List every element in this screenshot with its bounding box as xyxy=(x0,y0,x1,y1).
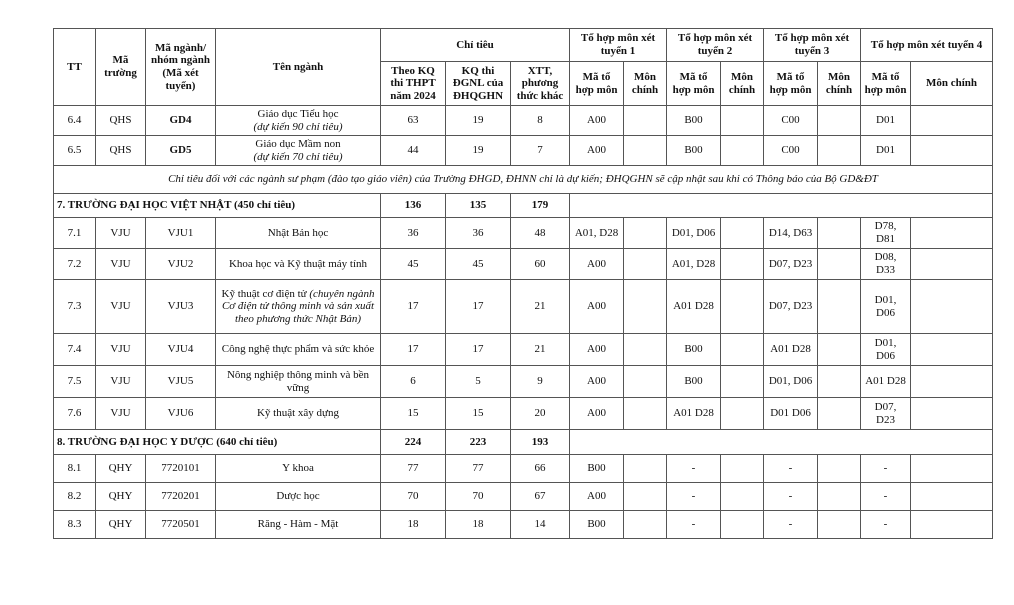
cell-dgnl: 5 xyxy=(446,366,511,398)
cell-th2: B00 xyxy=(667,366,721,398)
header-to-hop-3: Tổ hợp môn xét tuyển 3 xyxy=(764,29,861,62)
header-ma-to-hop-1: Mã tổ hợp môn xyxy=(570,62,624,106)
cell-thpt: 15 xyxy=(381,398,446,430)
cell-truong: QHY xyxy=(96,455,146,483)
cell-ma: VJU5 xyxy=(146,366,216,398)
cell-tt: 8.3 xyxy=(54,511,96,539)
cell-tt: 6.4 xyxy=(54,106,96,136)
header-ten-nganh: Tên ngành xyxy=(216,29,381,106)
cell-xtt: 14 xyxy=(511,511,570,539)
header-dgnl: KQ thi ĐGNL của ĐHQGHN xyxy=(446,62,511,106)
cell-xtt: 21 xyxy=(511,280,570,334)
cell-mc1 xyxy=(624,483,667,511)
ten-note: (dự kiến 90 chỉ tiêu) xyxy=(253,120,343,133)
cell-mc3 xyxy=(818,398,861,430)
cell-dgnl: 19 xyxy=(446,106,511,136)
cell-th3: D14, D63 xyxy=(764,218,818,249)
ten-text: Dược học xyxy=(276,490,320,503)
section-title: 8. TRƯỜNG ĐẠI HỌC Y DƯỢC (640 chỉ tiêu) xyxy=(54,430,381,455)
cell-th4: A01 D28 xyxy=(861,366,911,398)
cell-th2: D01, D06 xyxy=(667,218,721,249)
cell-dgnl: 18 xyxy=(446,511,511,539)
cell-mc3 xyxy=(818,455,861,483)
table-row xyxy=(54,249,993,280)
cell-ma: VJU1 xyxy=(146,218,216,249)
cell-th3: C00 xyxy=(764,136,818,166)
ten-text: Kỹ thuật cơ điện tử xyxy=(221,287,307,300)
header-mon-chinh-4: Môn chính xyxy=(911,62,993,106)
cell-th2: A01, D28 xyxy=(667,249,721,280)
section-thpt: 224 xyxy=(381,430,446,455)
cell-th3: C00 xyxy=(764,106,818,136)
section-title: 7. TRƯỜNG ĐẠI HỌC VIỆT NHẬT (450 chỉ tiêu) xyxy=(54,194,381,218)
ten-text: Khoa học và Kỹ thuật máy tính xyxy=(228,257,368,270)
header-ma-nganh: Mã ngành/ nhóm ngành (Mã xét tuyển) xyxy=(146,29,216,106)
header-thpt: Theo KQ thi THPT năm 2024 xyxy=(381,62,446,106)
cell-xtt: 66 xyxy=(511,455,570,483)
cell-mc1 xyxy=(624,136,667,166)
cell-ten xyxy=(216,249,381,280)
cell-ma: GD5 xyxy=(146,136,216,166)
cell-th2: B00 xyxy=(667,136,721,166)
cell-thpt: 18 xyxy=(381,511,446,539)
header-tt: TT xyxy=(54,29,96,106)
cell-mc4 xyxy=(911,136,993,166)
table-row xyxy=(54,511,993,539)
cell-xtt: 7 xyxy=(511,136,570,166)
cell-ma: 7720201 xyxy=(146,483,216,511)
cell-tt: 7.6 xyxy=(54,398,96,430)
table-row xyxy=(54,218,993,249)
cell-tt: 8.1 xyxy=(54,455,96,483)
cell-mc3 xyxy=(818,334,861,366)
cell-th3: - xyxy=(764,455,818,483)
cell-mc3 xyxy=(818,511,861,539)
table-row xyxy=(54,398,993,430)
note-row xyxy=(54,166,993,194)
cell-truong: VJU xyxy=(96,398,146,430)
cell-mc4 xyxy=(911,280,993,334)
cell-ma: VJU6 xyxy=(146,398,216,430)
cell-truong: VJU xyxy=(96,249,146,280)
cell-mc4 xyxy=(911,218,993,249)
cell-th4: D07, D23 xyxy=(861,398,911,430)
cell-th3: D01, D06 xyxy=(764,366,818,398)
ten-text: Giáo dục Tiểu học xyxy=(257,107,339,120)
cell-mc1 xyxy=(624,249,667,280)
cell-mc1 xyxy=(624,334,667,366)
table-row xyxy=(54,334,993,366)
cell-mc3 xyxy=(818,249,861,280)
cell-truong: VJU xyxy=(96,280,146,334)
table-row xyxy=(54,455,993,483)
cell-mc4 xyxy=(911,511,993,539)
cell-dgnl: 36 xyxy=(446,218,511,249)
ten-note: (chuyên ngành Cơ điện tử thông minh và sản xuất theo phương thức Nhật Bản) xyxy=(221,287,375,325)
ten-text: Răng - Hàm - Mặt xyxy=(257,518,339,531)
cell-ma: VJU3 xyxy=(146,280,216,334)
cell-truong: QHY xyxy=(96,483,146,511)
cell-thpt: 45 xyxy=(381,249,446,280)
cell-ma: 7720101 xyxy=(146,455,216,483)
cell-mc3 xyxy=(818,106,861,136)
section-xtt: 179 xyxy=(511,194,570,218)
cell-thpt: 36 xyxy=(381,218,446,249)
cell-mc3 xyxy=(818,136,861,166)
cell-th1: A00 xyxy=(570,334,624,366)
header-ma-to-hop-4: Mã tổ hợp môn xyxy=(861,62,911,106)
ten-text: Nhật Bản học xyxy=(267,226,329,239)
cell-th2: B00 xyxy=(667,334,721,366)
cell-th1: B00 xyxy=(570,455,624,483)
cell-mc2 xyxy=(721,218,764,249)
table-row xyxy=(54,280,993,334)
header-to-hop-1: Tổ hợp môn xét tuyển 1 xyxy=(570,29,667,62)
cell-thpt: 6 xyxy=(381,366,446,398)
cell-xtt: 8 xyxy=(511,106,570,136)
cell-th4: D01, D06 xyxy=(861,334,911,366)
cell-ten xyxy=(216,511,381,539)
ten-text: Kỹ thuật xây dựng xyxy=(256,407,340,420)
cell-mc4 xyxy=(911,455,993,483)
cell-mc1 xyxy=(624,366,667,398)
cell-truong: QHY xyxy=(96,511,146,539)
cell-mc2 xyxy=(721,280,764,334)
cell-mc2 xyxy=(721,249,764,280)
cell-th3: - xyxy=(764,483,818,511)
cell-th3: D07, D23 xyxy=(764,249,818,280)
cell-th1: A00 xyxy=(570,106,624,136)
cell-th4: D01 xyxy=(861,106,911,136)
cell-mc1 xyxy=(624,511,667,539)
ten-text: Nông nghiệp thông minh và bền vững xyxy=(226,368,370,394)
cell-th1: A00 xyxy=(570,366,624,398)
cell-tt: 8.2 xyxy=(54,483,96,511)
section-empty xyxy=(570,194,993,218)
cell-th1: A00 xyxy=(570,136,624,166)
cell-th4: - xyxy=(861,455,911,483)
header-to-hop-4: Tổ hợp môn xét tuyển 4 xyxy=(861,29,993,62)
pedagogy-note: Chỉ tiêu đối với các ngành sư phạm (đào tạo giáo viên) của Trường ĐHGD, ĐHNN chỉ là dự kiến; ĐHQGHN sẽ cập nhật sau khi có Thông báo của Bộ GD&ĐT xyxy=(54,166,993,194)
cell-ten xyxy=(216,483,381,511)
cell-mc2 xyxy=(721,455,764,483)
cell-mc2 xyxy=(721,106,764,136)
header-ma-truong: Mã trường xyxy=(96,29,146,106)
cell-truong: QHS xyxy=(96,106,146,136)
header-to-hop-2: Tổ hợp môn xét tuyển 2 xyxy=(667,29,764,62)
cell-mc2 xyxy=(721,366,764,398)
cell-mc1 xyxy=(624,455,667,483)
cell-ten xyxy=(216,106,381,136)
cell-dgnl: 19 xyxy=(446,136,511,166)
cell-truong: VJU xyxy=(96,334,146,366)
cell-mc4 xyxy=(911,334,993,366)
ten-text: Giáo dục Mầm non xyxy=(255,137,341,150)
cell-dgnl: 15 xyxy=(446,398,511,430)
table-body xyxy=(54,106,993,539)
cell-mc4 xyxy=(911,366,993,398)
cell-ma: GD4 xyxy=(146,106,216,136)
cell-th1: A00 xyxy=(570,398,624,430)
cell-mc1 xyxy=(624,280,667,334)
cell-th2: - xyxy=(667,455,721,483)
cell-mc4 xyxy=(911,249,993,280)
cell-tt: 7.4 xyxy=(54,334,96,366)
cell-mc4 xyxy=(911,483,993,511)
cell-ten xyxy=(216,136,381,166)
header-ma-to-hop-3: Mã tổ hợp môn xyxy=(764,62,818,106)
cell-tt: 6.5 xyxy=(54,136,96,166)
cell-dgnl: 45 xyxy=(446,249,511,280)
section-row-7 xyxy=(54,194,993,218)
section-thpt: 136 xyxy=(381,194,446,218)
cell-thpt: 63 xyxy=(381,106,446,136)
cell-th4: - xyxy=(861,483,911,511)
cell-th2: A01 D28 xyxy=(667,398,721,430)
cell-truong: QHS xyxy=(96,136,146,166)
cell-ten xyxy=(216,280,381,334)
cell-mc4 xyxy=(911,106,993,136)
cell-thpt: 17 xyxy=(381,334,446,366)
cell-thpt: 17 xyxy=(381,280,446,334)
cell-mc2 xyxy=(721,334,764,366)
header-mon-chinh-1: Môn chính xyxy=(624,62,667,106)
cell-ten xyxy=(216,398,381,430)
section-dgnl: 223 xyxy=(446,430,511,455)
section-dgnl: 135 xyxy=(446,194,511,218)
cell-tt: 7.1 xyxy=(54,218,96,249)
section-row-8 xyxy=(54,430,993,455)
cell-th1: A01, D28 xyxy=(570,218,624,249)
cell-mc3 xyxy=(818,366,861,398)
cell-mc1 xyxy=(624,218,667,249)
cell-th4: D01, D06 xyxy=(861,280,911,334)
admission-quota-table xyxy=(53,28,993,539)
cell-th4: D08, D33 xyxy=(861,249,911,280)
header-mon-chinh-3: Môn chính xyxy=(818,62,861,106)
cell-tt: 7.2 xyxy=(54,249,96,280)
cell-tt: 7.3 xyxy=(54,280,96,334)
cell-th1: A00 xyxy=(570,249,624,280)
cell-tt: 7.5 xyxy=(54,366,96,398)
ten-note: (dự kiến 70 chỉ tiêu) xyxy=(253,150,343,163)
cell-dgnl: 77 xyxy=(446,455,511,483)
cell-th2: B00 xyxy=(667,106,721,136)
cell-xtt: 20 xyxy=(511,398,570,430)
cell-ten xyxy=(216,334,381,366)
cell-mc2 xyxy=(721,483,764,511)
ten-text: Y khoa xyxy=(282,462,314,475)
cell-mc2 xyxy=(721,136,764,166)
cell-th1: A00 xyxy=(570,483,624,511)
cell-thpt: 44 xyxy=(381,136,446,166)
cell-truong: VJU xyxy=(96,366,146,398)
cell-mc3 xyxy=(818,218,861,249)
table-row xyxy=(54,106,993,136)
cell-th2: - xyxy=(667,483,721,511)
cell-dgnl: 17 xyxy=(446,280,511,334)
cell-mc4 xyxy=(911,398,993,430)
cell-th4: D78, D81 xyxy=(861,218,911,249)
cell-mc3 xyxy=(818,280,861,334)
cell-ma: VJU4 xyxy=(146,334,216,366)
cell-th3: D01 D06 xyxy=(764,398,818,430)
header-chi-tieu: Chỉ tiêu xyxy=(381,29,570,62)
table-row xyxy=(54,366,993,398)
cell-truong: VJU xyxy=(96,218,146,249)
cell-th2: A01 D28 xyxy=(667,280,721,334)
table-row xyxy=(54,483,993,511)
header-mon-chinh-2: Môn chính xyxy=(721,62,764,106)
cell-mc2 xyxy=(721,511,764,539)
cell-th4: - xyxy=(861,511,911,539)
cell-th2: - xyxy=(667,511,721,539)
cell-dgnl: 70 xyxy=(446,483,511,511)
cell-ma: 7720501 xyxy=(146,511,216,539)
cell-mc3 xyxy=(818,483,861,511)
cell-th3: D07, D23 xyxy=(764,280,818,334)
cell-mc1 xyxy=(624,398,667,430)
table-row xyxy=(54,136,993,166)
cell-th1: B00 xyxy=(570,511,624,539)
cell-dgnl: 17 xyxy=(446,334,511,366)
cell-ten xyxy=(216,366,381,398)
cell-xtt: 21 xyxy=(511,334,570,366)
header-xtt: XTT, phương thức khác xyxy=(511,62,570,106)
table-header xyxy=(54,29,993,106)
cell-th4: D01 xyxy=(861,136,911,166)
cell-th3: A01 D28 xyxy=(764,334,818,366)
cell-th1: A00 xyxy=(570,280,624,334)
cell-ten xyxy=(216,218,381,249)
cell-th3: - xyxy=(764,511,818,539)
cell-ten xyxy=(216,455,381,483)
cell-thpt: 70 xyxy=(381,483,446,511)
header-ma-to-hop-2: Mã tổ hợp môn xyxy=(667,62,721,106)
section-xtt: 193 xyxy=(511,430,570,455)
ten-text: Công nghệ thực phẩm và sức khỏe xyxy=(221,343,375,356)
cell-mc2 xyxy=(721,398,764,430)
cell-ma: VJU2 xyxy=(146,249,216,280)
section-empty xyxy=(570,430,993,455)
cell-xtt: 67 xyxy=(511,483,570,511)
cell-xtt: 48 xyxy=(511,218,570,249)
cell-mc1 xyxy=(624,106,667,136)
cell-xtt: 60 xyxy=(511,249,570,280)
cell-xtt: 9 xyxy=(511,366,570,398)
cell-thpt: 77 xyxy=(381,455,446,483)
